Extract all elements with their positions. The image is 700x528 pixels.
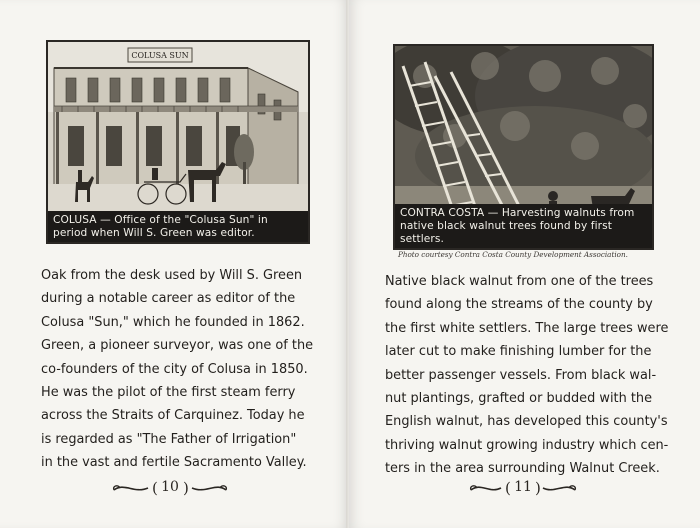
svg-text:(: (	[152, 479, 158, 497]
text-line: English walnut, has developed this county's	[385, 414, 668, 430]
sign-text: COLUSA SUN	[131, 51, 189, 60]
caption-line: COLUSA — Office of the "Colusa Sun" in	[53, 214, 268, 226]
svg-text:): )	[535, 479, 541, 497]
text-line: found along the streams of the county by	[385, 297, 653, 313]
left-page	[0, 0, 349, 528]
page-number: 10	[161, 479, 179, 495]
colusa-photo-caption	[48, 211, 308, 242]
right-body-paragraph	[385, 270, 669, 481]
left-body-paragraph	[41, 264, 313, 475]
text-line: in the vast and fertile Sacramento Valley.	[41, 455, 307, 471]
walnut-harvest-photo	[393, 44, 654, 250]
contra-costa-photo-caption	[395, 204, 652, 248]
text-line: nut plantings, grafted or budded with the	[385, 391, 652, 407]
text-line: Native black walnut from one of the trees	[385, 274, 654, 289]
page-number: 11	[514, 479, 532, 495]
text-line: better passenger vessels. From black wal-	[385, 367, 657, 383]
caption-line: native black walnut trees found by first settlers.	[400, 220, 612, 245]
text-line: is regarded as "The Father of Irrigation"	[41, 431, 297, 447]
text-line: thriving walnut growing industry which cen-	[385, 437, 669, 453]
text-line: ters in the area surrounding Walnut Creek.	[385, 461, 660, 477]
text-line: later cut to make finishing lumber for the	[385, 344, 652, 360]
text-line: co-founders of the city of Colusa in 1850.	[41, 361, 308, 377]
caption-line: period when Will S. Green was editor.	[53, 227, 255, 239]
page-number-left	[110, 476, 230, 500]
text-line: Green, a pioneer surveyor, was one of the	[41, 338, 314, 354]
caption-line: CONTRA COSTA — Harvesting walnuts from	[400, 207, 635, 219]
text-line: He was the pilot of the first steam ferry	[41, 385, 296, 401]
svg-text:(: (	[505, 479, 511, 497]
text-line: Colusa "Sun," which he founded in 1862.	[41, 314, 305, 330]
text-line: Oak from the desk used by Will S. Green	[41, 268, 303, 283]
colusa-sun-office-photo	[46, 40, 310, 244]
text-line: during a notable career as editor of the	[41, 291, 296, 307]
svg-text:): )	[183, 479, 189, 497]
photo-credit: Photo courtesy Contra Costa County Development Association.	[398, 250, 628, 259]
page-number-right	[467, 476, 579, 500]
text-line: the first white settlers. The large trees were	[385, 320, 669, 336]
text-line: across the Straits of Carquinez. Today he	[41, 408, 305, 424]
